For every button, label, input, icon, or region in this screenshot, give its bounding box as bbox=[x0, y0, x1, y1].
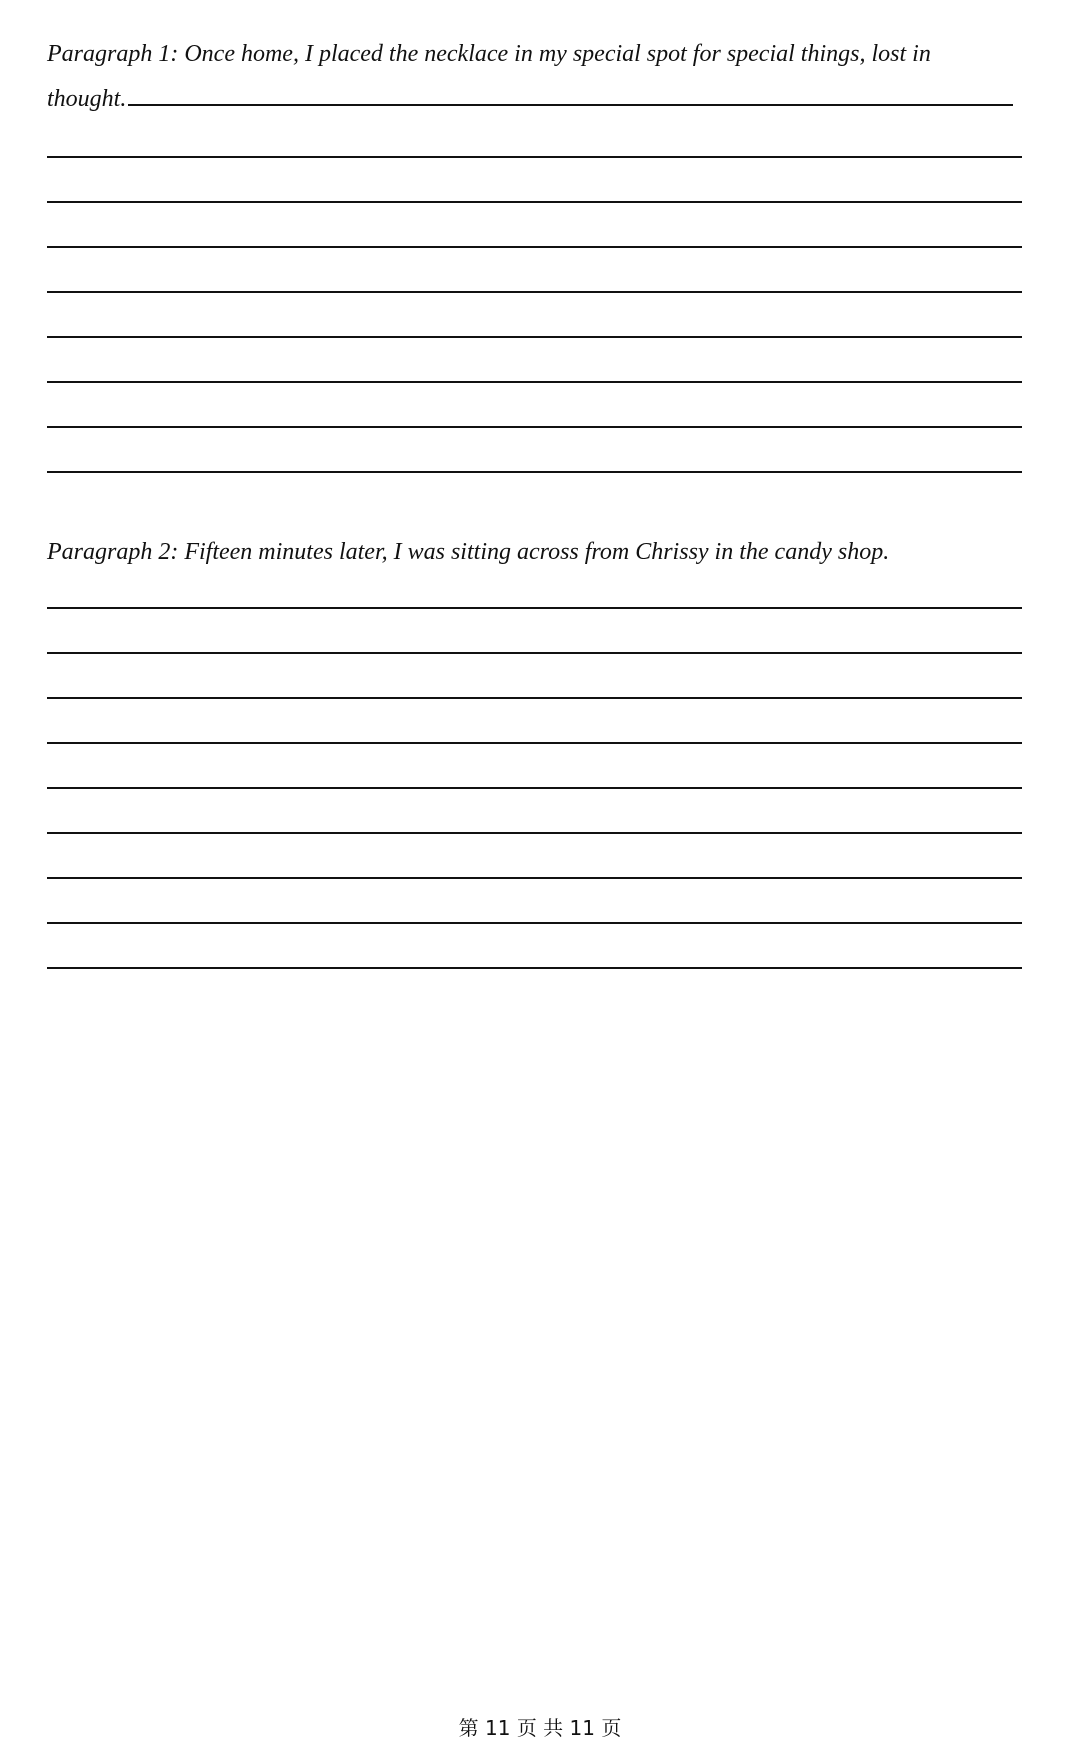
paragraph-2-writing-line[interactable] bbox=[47, 607, 1022, 609]
paragraph-2-writing-line[interactable] bbox=[47, 832, 1022, 834]
paragraph-1-writing-line[interactable] bbox=[47, 201, 1022, 203]
paragraph-1-prompt-line-1: Paragraph 1: Once home, I placed the necklace in my special spot for special things, lost in bbox=[47, 41, 931, 67]
paragraph-2-writing-line[interactable] bbox=[47, 697, 1022, 699]
paragraph-2-writing-line[interactable] bbox=[47, 922, 1022, 924]
paragraph-1-writing-line[interactable] bbox=[47, 246, 1022, 248]
paragraph-2-writing-line[interactable] bbox=[47, 652, 1022, 654]
paragraph-2-writing-line[interactable] bbox=[47, 787, 1022, 789]
paragraph-1-writing-line[interactable] bbox=[47, 156, 1022, 158]
paragraph-1-writing-line[interactable] bbox=[47, 381, 1022, 383]
paragraph-1-first-blank[interactable] bbox=[128, 82, 1013, 106]
paragraph-2-writing-line[interactable] bbox=[47, 742, 1022, 744]
paragraph-1-writing-line[interactable] bbox=[47, 336, 1022, 338]
paragraph-1-prompt-line-2: thought. bbox=[47, 86, 127, 112]
paragraph-1-writing-line[interactable] bbox=[47, 471, 1022, 473]
paragraph-1-writing-line[interactable] bbox=[47, 291, 1022, 293]
paragraph-1-prompt bbox=[47, 32, 1022, 122]
paragraph-1-writing-line[interactable] bbox=[47, 426, 1022, 428]
paragraph-2-prompt: Paragraph 2: Fifteen minutes later, I was sitting across from Chrissy in the candy shop. bbox=[47, 539, 890, 565]
paragraph-2-writing-line[interactable] bbox=[47, 967, 1022, 969]
page-number-footer: 第 11 页 共 11 页 bbox=[458, 1716, 622, 1740]
paragraph-2-writing-line[interactable] bbox=[47, 877, 1022, 879]
